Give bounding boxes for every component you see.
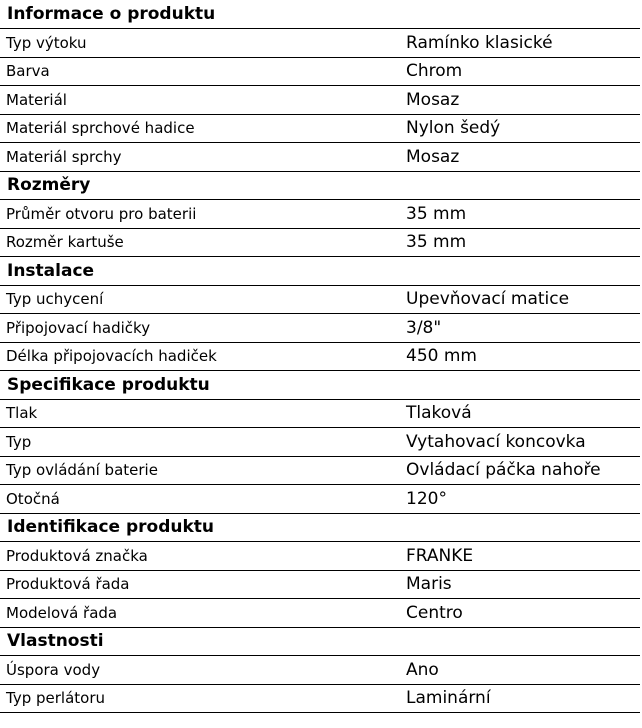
section-header-dimensions [0, 171, 640, 200]
table-row [0, 342, 640, 371]
table-row [0, 542, 640, 571]
spec-label: Typ uchycení [0, 285, 398, 314]
table-row [0, 570, 640, 599]
spec-label: Materiál sprchy [0, 143, 398, 172]
spec-value: FRANKE [398, 542, 640, 571]
section-title: Vlastnosti [0, 627, 640, 656]
spec-label: Připojovací hadičky [0, 314, 398, 343]
spec-value: Nylon šedý [398, 114, 640, 143]
spec-value: Tlaková [398, 399, 640, 428]
section-title: Identifikace produktu [0, 513, 640, 542]
spec-value: Ovládací páčka nahoře [398, 456, 640, 485]
spec-value: 3/8" [398, 314, 640, 343]
spec-value: Ano [398, 656, 640, 685]
spec-value: Mosaz [398, 143, 640, 172]
spec-label: Produktová značka [0, 542, 398, 571]
spec-label: Produktová řada [0, 570, 398, 599]
spec-label: Typ ovládání baterie [0, 456, 398, 485]
spec-label: Typ [0, 428, 398, 457]
spec-value: Vytahovací koncovka [398, 428, 640, 457]
table-row [0, 428, 640, 457]
spec-value: Maris [398, 570, 640, 599]
section-title: Specifikace produktu [0, 371, 640, 400]
spec-label: Průměr otvoru pro baterii [0, 200, 398, 229]
table-row [0, 456, 640, 485]
spec-value: Upevňovací matice [398, 285, 640, 314]
spec-label: Úspora vody [0, 656, 398, 685]
table-row [0, 86, 640, 115]
section-header-installation [0, 257, 640, 286]
table-row [0, 314, 640, 343]
table-row [0, 285, 640, 314]
table-row [0, 399, 640, 428]
section-header-specification [0, 371, 640, 400]
section-header-product-info [0, 0, 640, 29]
table-row [0, 684, 640, 713]
spec-value: Chrom [398, 57, 640, 86]
spec-value: 35 mm [398, 200, 640, 229]
spec-label: Rozměr kartuše [0, 228, 398, 257]
section-title: Informace o produktu [0, 0, 640, 29]
section-title: Rozměry [0, 171, 640, 200]
spec-label: Materiál [0, 86, 398, 115]
section-header-features [0, 627, 640, 656]
section-title: Instalace [0, 257, 640, 286]
table-row [0, 599, 640, 628]
spec-value: Mosaz [398, 86, 640, 115]
spec-label: Barva [0, 57, 398, 86]
spec-value: Laminární [398, 684, 640, 713]
spec-label: Materiál sprchové hadice [0, 114, 398, 143]
spec-label: Tlak [0, 399, 398, 428]
table-row [0, 57, 640, 86]
table-row [0, 200, 640, 229]
spec-value: Ramínko klasické [398, 29, 640, 58]
spec-value: 120° [398, 485, 640, 514]
spec-label: Otočná [0, 485, 398, 514]
spec-value: Centro [398, 599, 640, 628]
table-row [0, 656, 640, 685]
table-row [0, 143, 640, 172]
spec-label: Typ výtoku [0, 29, 398, 58]
table-row [0, 485, 640, 514]
section-header-identification [0, 513, 640, 542]
table-row [0, 114, 640, 143]
spec-label: Délka připojovacích hadiček [0, 342, 398, 371]
spec-label: Modelová řada [0, 599, 398, 628]
table-row [0, 228, 640, 257]
spec-label: Typ perlátoru [0, 684, 398, 713]
spec-value: 35 mm [398, 228, 640, 257]
spec-value: 450 mm [398, 342, 640, 371]
table-row [0, 29, 640, 58]
